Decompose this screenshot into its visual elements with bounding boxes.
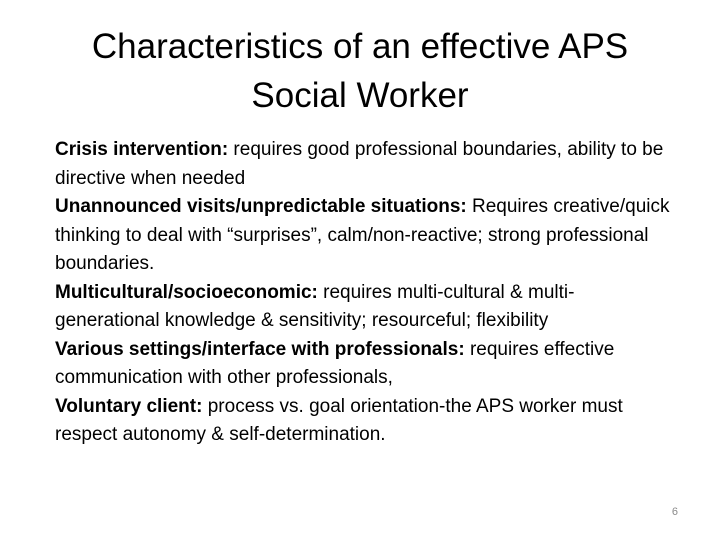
item-heading: Various settings/interface with professionals: bbox=[55, 338, 465, 360]
page-number: 6 bbox=[671, 506, 678, 518]
item-heading: Crisis intervention: bbox=[55, 139, 229, 160]
item-multicultural bbox=[55, 279, 675, 336]
item-text: process vs. goal orientation-the APS worker must respect autonomy & self-determination. bbox=[55, 395, 623, 445]
item-various-settings bbox=[55, 336, 675, 393]
item-heading: Multicultural/socioeconomic: bbox=[55, 281, 318, 303]
slide-title bbox=[40, 22, 680, 120]
slide-body bbox=[55, 136, 675, 450]
item-text: requires good professional boundaries, ability to be directive when needed bbox=[55, 139, 664, 189]
item-heading: Unannounced visits/unpredictable situations: bbox=[55, 196, 467, 217]
item-text: requires effective communication with other professionals, bbox=[55, 338, 615, 388]
slide-title-line-2: Social Worker bbox=[251, 76, 469, 115]
slide-title-line-1: Characteristics of an effective APS bbox=[91, 27, 629, 66]
item-voluntary-client bbox=[55, 393, 675, 450]
item-text: requires multi-cultural & multi-generational knowledge & sensitivity; resourceful; flexibility bbox=[55, 281, 575, 331]
item-heading: Voluntary client: bbox=[55, 395, 203, 417]
item-crisis-intervention bbox=[55, 136, 675, 193]
item-text: Requires creative/quick thinking to deal with “surprises”, calm/non-reactive; strong professional boundaries. bbox=[55, 196, 670, 274]
item-unannounced-visits bbox=[55, 193, 675, 279]
